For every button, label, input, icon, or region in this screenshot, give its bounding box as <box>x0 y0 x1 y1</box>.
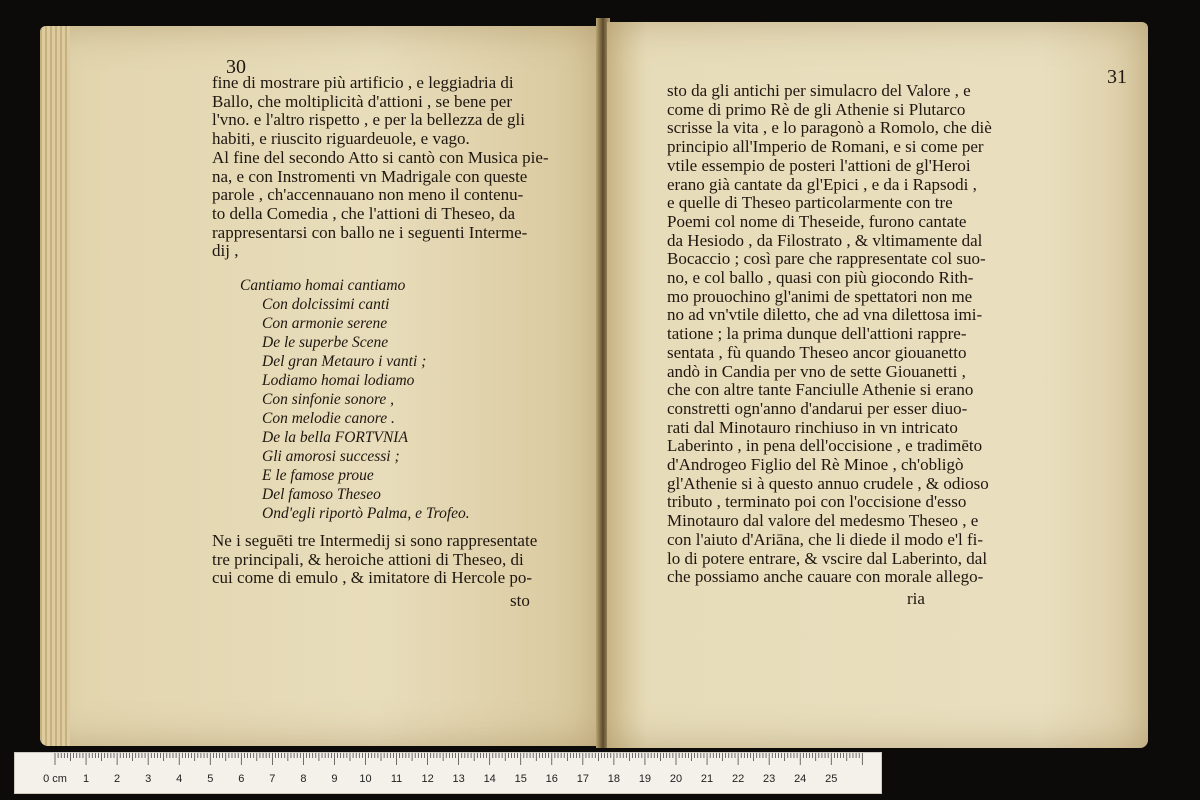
verse-line: Con sinfonie sonore , <box>262 391 395 408</box>
madrigal-verse <box>240 276 470 523</box>
text-line: to della Comedia , che l'attioni di Theseo, da <box>212 203 516 223</box>
text-line: sentata , fù quando Theseo ancor giouanetto <box>667 342 967 362</box>
text-line: come di primo Rè de gli Athenie si Plutarco <box>667 99 966 119</box>
verse-line: Del famoso Theseo <box>262 486 381 503</box>
verse-line: Con dolcissimi canti <box>262 296 390 313</box>
text-line: andò in Candia per vno de sette Giouanetti , <box>667 361 966 381</box>
verse-line: Gli amorosi successi ; <box>262 448 400 465</box>
text-line: parole , ch'accennauano non meno il contenu- <box>212 185 524 205</box>
verse-line: De la bella FORTVNIA <box>262 429 408 446</box>
verse-line: Lodiamo homai lodiamo <box>262 372 415 389</box>
ruler-number: 15 <box>514 773 527 785</box>
ruler-number: 13 <box>452 773 465 785</box>
text-line: principio all'Imperio de Romani, e si come per <box>667 137 984 157</box>
text-line: mo prouochino gl'animi de spettatori non me <box>667 286 973 306</box>
text-line: scrisse la vita , e lo paragonò a Romolo, che diè <box>667 118 992 138</box>
text-line: tributo , terminato poi con l'occisione d'esso <box>667 492 967 512</box>
ruler-number: 14 <box>483 773 496 785</box>
ruler-number: 19 <box>638 773 652 785</box>
text-line: vtile essempio de posteri l'attioni de gl'Heroi <box>667 155 971 175</box>
ruler-number: 8 <box>300 773 307 785</box>
text-line: rati dal Minotauro rinchiuso in vn intricato <box>667 417 958 437</box>
text-line: no, e col ballo , quasi con più giocondo Rith- <box>667 268 974 288</box>
ruler-number: 6 <box>238 773 245 785</box>
ruler-number: 16 <box>545 773 558 785</box>
text-line: no ad vn'vtile diletto, che ad vna dilettosa imi- <box>667 305 983 325</box>
verse-line: De le superbe Scene <box>262 334 389 351</box>
text-line: fine di mostrare più artificio , e leggiadria di <box>212 73 514 92</box>
left-page-closing <box>212 532 537 588</box>
open-book <box>40 18 1148 748</box>
ruler-number: 10 <box>359 773 372 785</box>
text-line: Bocaccio ; così pare che rappresentate col suo- <box>667 249 986 269</box>
text-line: tre principali, & heroiche attioni di Theseo, di <box>212 549 524 569</box>
ruler-number: 5 <box>207 773 214 785</box>
ruler-number: 20 <box>669 773 683 785</box>
ruler-number: 25 <box>825 773 838 785</box>
text-line: che possiamo anche cauare con morale allego- <box>667 567 984 587</box>
text-line: Ballo, che moltiplicità d'attioni , se bene per <box>212 91 513 111</box>
right-page-body <box>667 82 992 587</box>
text-line: da Hesiodo , da Filostrato , & vltimamente dal <box>667 230 983 250</box>
text-line: gl'Athenie si à questo annuo crudele , & odioso <box>667 473 989 493</box>
ruler-number: 21 <box>700 773 714 785</box>
catchword-left: sto <box>510 591 530 610</box>
left-page <box>40 26 600 746</box>
text-line: sto da gli antichi per simulacro del Valore , e <box>667 81 971 100</box>
text-line: con l'aiuto d'Ariāna, che li diede il modo e'l fi- <box>667 529 984 549</box>
text-line: e quelle di Theseo particolarmente con tre <box>667 193 953 213</box>
page-edge-stack <box>40 26 70 746</box>
text-line: constretti ogn'anno d'andarui per esser diuo- <box>667 398 968 418</box>
ruler-numbers <box>15 769 881 789</box>
text-line: Laberinto , in pena dell'occisione , e tradimēto <box>667 436 983 456</box>
ruler-number: 12 <box>421 773 434 785</box>
verse-line: Cantiamo homai cantiamo <box>240 277 406 294</box>
catchword-right: ria <box>907 589 925 608</box>
text-line: tatione ; la prima dunque dell'attioni rappre- <box>667 324 967 344</box>
text-line: cui come di emulo , & imitatore di Hercole po- <box>212 568 533 588</box>
page-number-left: 30 <box>226 56 246 78</box>
text-line: Minotauro dal valore del medesmo Theseo , e <box>667 511 979 531</box>
text-line: Al fine del secondo Atto si cantò con Musica pie- <box>212 147 549 167</box>
verse-line: Del gran Metauro i vanti ; <box>262 353 427 370</box>
ruler-number: 9 <box>331 773 338 785</box>
ruler-number: 3 <box>145 773 152 785</box>
ruler-unit-label: 0 cm <box>43 773 67 785</box>
ruler-number: 1 <box>82 773 90 785</box>
text-line: rappresentarsi con ballo ne i seguenti Interme- <box>212 222 528 242</box>
ruler-number: 24 <box>794 773 807 785</box>
text-line: na, e con Instromenti vn Madrigale con queste <box>212 166 528 186</box>
verse-line: E le famose proue <box>262 467 374 484</box>
right-page <box>607 22 1148 748</box>
verse-line: Con armonie serene <box>262 315 388 332</box>
text-line: dij , <box>212 241 239 261</box>
ruler-number: 22 <box>731 773 745 785</box>
text-line: Ne i seguēti tre Intermedij si sono rappresentate <box>212 531 538 550</box>
text-line: Poemi col nome di Theseide, furono cantate <box>667 211 967 231</box>
verse-line: Con melodie canore . <box>262 410 395 427</box>
ruler-number: 2 <box>114 773 121 785</box>
ruler-number: 11 <box>390 773 403 785</box>
ruler-number: 7 <box>269 773 276 785</box>
left-page-body <box>212 74 549 261</box>
measurement-ruler <box>14 752 882 794</box>
text-line: l'vno. e l'altro rispetto , e per la bellezza de gli <box>212 110 525 130</box>
text-line: d'Androgeo Figlio del Rè Minoe , ch'obligò <box>667 455 964 475</box>
ruler-ticks <box>15 753 881 767</box>
text-line: lo di potere entrare, & vscire dal Laberinto, dal <box>667 548 988 568</box>
ruler-number: 23 <box>763 773 776 785</box>
ruler-number: 4 <box>176 773 183 785</box>
text-line: erano già cantate da gl'Epici , e da i Rapsodi , <box>667 174 977 194</box>
text-line: habiti, e riuscito riguardeuole, e vago. <box>212 129 470 149</box>
ruler-number: 18 <box>607 773 621 785</box>
text-line: che con altre tante Fanciulle Athenie si erano <box>667 380 974 400</box>
ruler-number: 17 <box>576 773 589 785</box>
page-number-right: 31 <box>1107 66 1127 88</box>
verse-line: Ond'egli riportò Palma, e Trofeo. <box>262 505 470 522</box>
